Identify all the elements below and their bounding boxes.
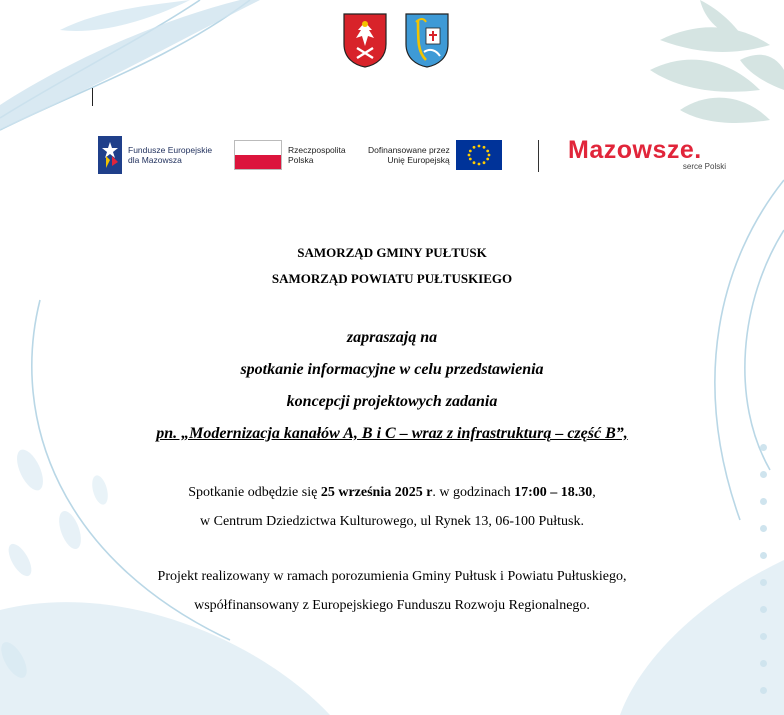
mazowsze-word: Mazowsze. (568, 136, 702, 164)
ue-line1: Dofinansowane przez (368, 145, 450, 155)
invitation-block (0, 322, 784, 450)
logo-unia-europejska (368, 140, 502, 170)
meeting-prefix: Spotkanie odbędzie się (188, 485, 321, 500)
meeting-suffix: , (592, 485, 596, 500)
ue-line2: Unię Europejską (387, 155, 450, 165)
heading-line1: SAMORZĄD GMINY PUŁTUSK (297, 245, 487, 260)
project-info (0, 562, 784, 620)
decorative-dots (760, 444, 767, 714)
logo-fundusze-europejskie (98, 136, 212, 174)
logo-mazowsze (568, 136, 738, 171)
invite-task-name: pn. „Modernizacja kanałów A, B i C – wraz z infrastrukturą – część B”, (156, 425, 628, 442)
meeting-hours: 17:00 – 18.30 (514, 485, 593, 500)
meeting-location: w Centrum Dziedzictwa Kulturowego, ul Rynek 13, 06-100 Pułtusk. (200, 514, 584, 529)
invite-line2: spotkanie informacyjne w celu przedstawienia (240, 361, 544, 378)
funding-logos (98, 134, 738, 182)
invite-line1: zapraszają na (346, 329, 438, 346)
meeting-details (0, 478, 784, 536)
fe-line2: dla Mazowsza (128, 155, 182, 165)
invite-line3: koncepcji projektowych zadania (286, 393, 498, 410)
fe-line1: Fundusze Europejskie (128, 145, 213, 155)
logo-rzeczpospolita-polska (234, 140, 346, 170)
fe-star-icon (98, 136, 122, 174)
mazowsze-tagline: serce Polski (682, 162, 726, 171)
crests (342, 12, 450, 68)
rp-line2: Polska (288, 155, 314, 165)
rp-line1: Rzeczpospolita (288, 145, 346, 155)
polish-flag-icon (234, 140, 282, 170)
meeting-date: 25 września 2025 r (320, 485, 433, 500)
powiat-pultuski-crest-icon (342, 12, 388, 68)
project-line1: Projekt realizowany w ramach porozumienia Gminy Pułtusk i Powiatu Pułtuskiego, (157, 569, 627, 584)
heading-line2: SAMORZĄD POWIATU PUŁTUSKIEGO (271, 271, 513, 286)
text-cursor (92, 88, 93, 106)
meeting-mid: . w godzinach (432, 485, 515, 500)
gmina-pultusk-crest-icon (404, 12, 450, 68)
logo-separator (538, 140, 539, 172)
project-line2: współfinansowany z Europejskiego Funduszu Rozwoju Regionalnego. (194, 598, 590, 613)
organizers-heading (0, 240, 784, 292)
meeting-date-line (0, 478, 784, 507)
eu-flag-icon (456, 140, 502, 170)
